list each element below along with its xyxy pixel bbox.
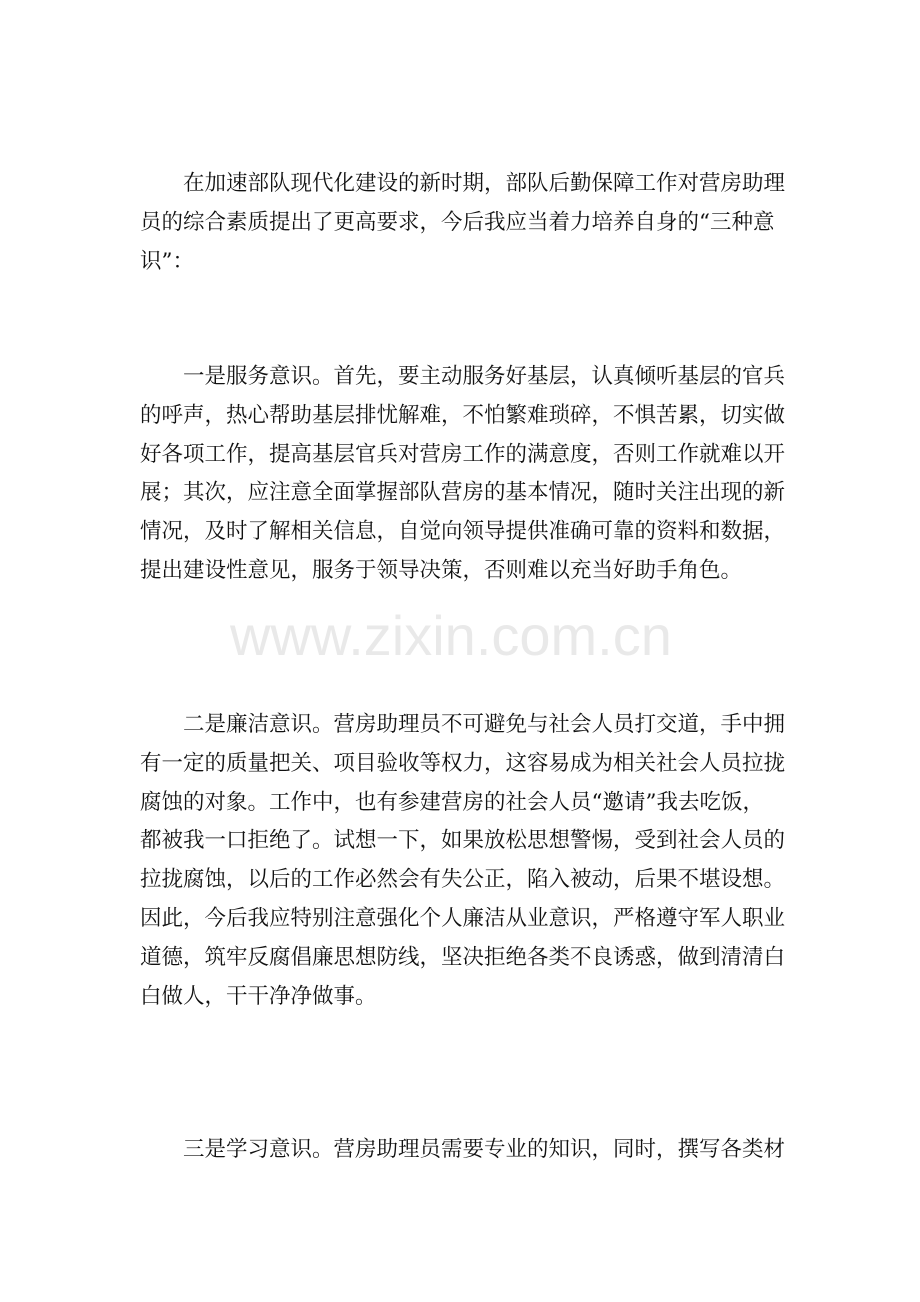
watermark: www.zixin.com.cn	[230, 604, 672, 667]
paragraph-learning-awareness: 三是学习意识。营房助理员需要专业的知识，同时，撰写各类材	[140, 1137, 786, 1162]
paragraph-intro: 在加速部队现代化建设的新时期，部队后勤保障工作对营房助理 员的综合素质提出了更高要求，今后我应当着力培养自身的“三种意 识”：	[140, 171, 786, 274]
paragraph-service-awareness: 一是服务意识。首先，要主动服务好基层，认真倾听基层的官兵 的呼声，热心帮助基层排忧解难，不怕繁难琐碎，不惧苦累，切实做 好各项工作，提高基层官兵对营房工作的满意度，否则工作就难以开 展；其次，应注意全面掌握部队营房的基本情况，随时关注出现的新 情况，及时了解相关信息，自觉向领导提供准确可靠的资料和数据， 提出建设性意见，服务于领导决策，否则难以充当好助手角色。	[140, 364, 786, 583]
paragraph-integrity-awareness: 二是廉洁意识。营房助理员不可避免与社会人员打交道，手中拥 有一定的质量把关、项目验收等权力，这容易成为相关社会人员拉拢 腐蚀的对象。工作中，也有参建营房的社会人员“邀请”我去吃饭， 都被我一口拒绝了。试想一下，如果放松思想警惕，受到社会人员的 拉拢腐蚀，以后的工作必然会有失公正，陷入被动，后果不堪设想。 因此，今后我应特别注意强化个人廉洁从业意识，严格遵守军人职业 道德，筑牢反腐倡廉思想防线，坚决拒绝各类不良诱惑，做到清清白 白做人，干干净净做事。	[140, 712, 786, 1009]
